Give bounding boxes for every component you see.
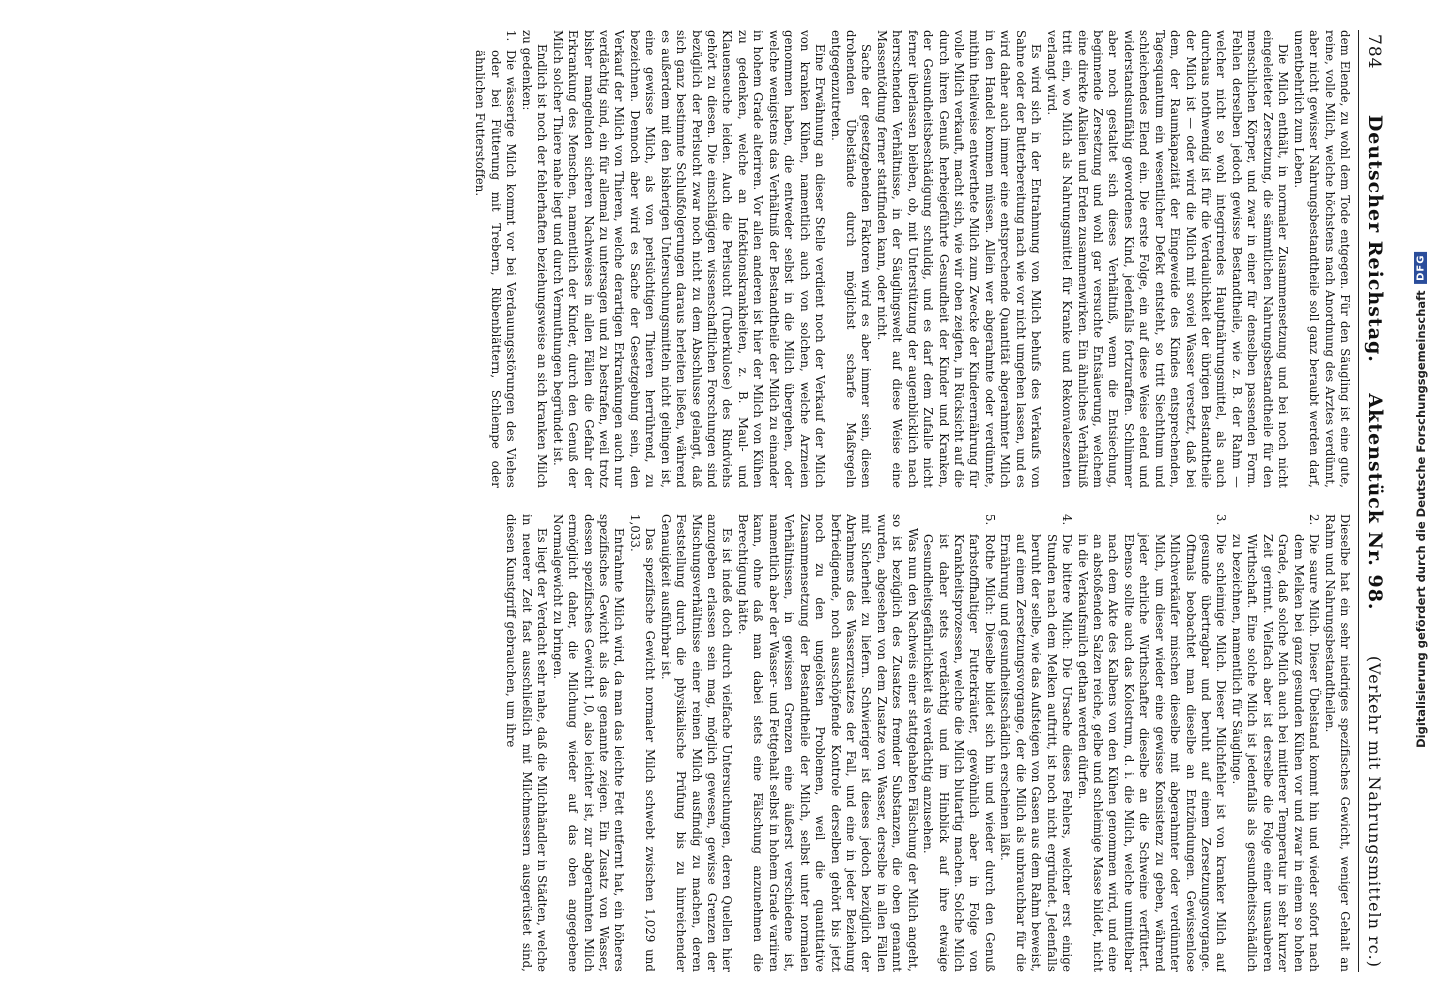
list-number: 1. [504, 30, 519, 42]
header-right: (Verkehr mit Nahrungsmitteln rc.) [1365, 655, 1384, 968]
header-center: Aktenstück Nr. 98. [1364, 393, 1386, 611]
list-item [472, 30, 518, 488]
list-number: 4. [1060, 514, 1075, 526]
dfg-logo: DFG [1415, 252, 1428, 284]
list-text: Die saure Milch. Dieser Übelstand kommt hin und wieder sofort nach dem Melken bei ganz gesunden Kühen vor und zwar in einem so hohen Grade, daß solche Milch auch bei mittlerer Temperatur in sehr kurzer Zeit gerinnt. Vielfach aber ist derselbe die Folge einer unsauberen Wirthschaft. Eine solche Milch ist jedenfalls als gesundheitsschädlich zu bezeichnen, namentlich für Säuglinge. [1229, 534, 1322, 972]
right-column [42, 514, 1352, 972]
credit-text: Digitalisierung gefördert durch die Deutsche Forschungsgemeinschaft [1414, 290, 1428, 748]
header-title [1364, 69, 1386, 655]
list-item [997, 514, 1074, 972]
paragraph: Dieselbe hat ein sehr niedriges spezifisches Gewicht, weniger Gehalt an Rahm und Nahrungsbestandtheilen. [1322, 514, 1352, 972]
left-column [42, 30, 1352, 488]
list-text: Rothe Milch: Dieselbe bildet sich hin und wieder durch den Genuß farbstoffhaltiger Futterkräuter, gewöhnlich aber in Folge von Krankheitsprozessen, welche die Milch blutartig machen. Solche Milch ist daher stets verdächtig und im Hinblick auf ihre etwaige Gesundheitsgefährlichkeit als verdächtig anzusehen. [921, 534, 997, 972]
paragraph: Es wird sich in der Entrahmung von Milch behufs des Verkaufs von Sahne oder der Butterbereitung nach wie vor nicht umgehen lassen, und es wird daher auch immer eine entsprechende Quantität abgerahmter Milch in den Handel kommen müssen. Allein wer abgerahmte oder verdünnte, mithin theilweise entwerthete Milch zum Zwecke der Kinderernährung für volle Milch verkauft, macht sich, wie wir oben zeigten, in Rücksicht auf die durch ihren Genuß herbeigeführte Gesundheit der Kinder und Kranken, der Gesundheitsbeschädigung schuldig, und es darf dem Zufalle nicht ferner überlassen bleiben, ob, mit Unterstützung der augenblicklich nach herrschenden Verhältnisse, in der Säuglingswelt auf diese Weise eine Massentödtung ferner stattfinden kann, oder nicht. [874, 30, 1044, 488]
paragraph: dem Elende, zu wohl dem Tode entgegen. Für den Säugling ist eine gute, reine, volle Milch, welche höchstens nach Anordnung des Arztes verdünnt, aber nicht gewisser Nahrungsbestandtheile soll ganz beraubt werden darf, unentbehrlich zum Leben. [1291, 30, 1352, 488]
list-number: 3. [1214, 514, 1229, 526]
paragraph: Endlich ist noch der fehlerhaften beziehungsweise an sich kranken Milch zu gedenken: [519, 30, 550, 488]
paragraph: Eine Erwähnung an dieser Stelle verdient noch der Verkauf der Milch von kranken Kühen, namentlich auch von solchen, welche Arzneien genommen haben, die entweder selbst in die Milch übergehen, oder welche wenigstens das Verhältniß der Bestandtheile der Milch zu einander in hohem Grade alteriren. Vor allen anderen ist hier der Milch von Kühen zu gedenken, welche an Infektionskrankheiten, z. B. Maul- und Klauenseuche leiden. Auch die Perlsucht (Tuberkulose) des Rindviehs gehört zu diesen. Die einschlägigen wissenschaftlichen Forschungen sind bezüglich der Perlsucht zwar noch nicht zu dem Abschlusse gelangt, daß sich ganz bestimmte Schlußfolgerungen daraus herleiten ließen, während es außerdem mit den bisherigen Untersuchungsmitteln nicht gelingen ist, eine gewisse Milch, als von perlsüchtigen Thieren herrührend, zu bezeichnen. Dennoch aber wird es Sache der Gesetzgebung sein, den Verkauf der Milch von Thieren, welche derartigen Erkrankungen auch nur verdächtig sind, ein für allemal zu untersagen und zu bestrafen, weil trotz bisher mangelnden sicheren Nachweises in allen Fällen die Gefahr der Erkrankung des Menschen, namentlich der Kinder, durch den Genuß der Milch solcher Thiere nahe liegt und durch Vermuthungen begründet ist. [550, 30, 828, 488]
list-item [1229, 514, 1322, 972]
paragraph: Entrahmte Milch wird, da man das leichte Fett entfernt hat, ein höheres spezifisches Gewicht als das genannte zeigen. Ein Zusatz von Wasser, dessen spezifisches Gewicht 1,0, also leichter ist, zur abgerahmten Milch ermöglicht daher, die Milchung wieder auf das oben angegebene Normalgewicht zu bringen. [550, 514, 627, 972]
list-text: Die bittere Milch: Die Ursache dieses Fehlers, welcher erst einige Stunden nach dem Melken auftritt, ist noch nicht ergründet. Jedenfalls beruht der selbe, wie das Aufsteigen von Gasen aus dem Rahm beweist, auf einem Zersetzungsvorgange, der die Milch als unbrauchbar für die Ernährung und gesundheitsschädlich erscheinen läßt. [998, 534, 1075, 972]
paragraph: Es liegt der Verdacht sehr nahe, daß die Milchhändler in Städten, welche in neuerer Zeit fast ausschließlich mit Milchmessern ausgerüstet sind, diesen Kunstgriff gebrauchen, um ihre [504, 514, 550, 972]
paragraph: Die Milch enthält, in normaler Zusammensetzung und bei noch nicht eingeleiteter Zersetzung, die sämmtlichen Nahrungsbestandtheile für den menschlichen Körper, und zwar in einer für denselben passenden Form. Fehlen derselben jedoch gewisse Bestandtheile, wie z. B. der Rahm — welcher nicht so wohl integrirendes Hauptnährungsmittel, als auch durchaus nothwendig ist für die Verdaulichkeit der übrigen Bestandtheile der Milch ist — oder wird die Milch mit soviel Wasser versetzt, daß bei dem, der Raumkapazität der Eingeweide des Kindes entsprechenden, Tagesquantum ein wesentlicher Defekt entsteht, so tritt Siechthum und schleichendes Elend ein. Die erste Folge, ein auf diese Weise elend und widerstandsunfähig gewordenes Kind, jedenfalls fortzuraffen. Schlimmer aber noch gestaltet sich dieses Verhältniß, wenn die Entsiechung, beginnende Zersetzung und wohl gar versuchte Entsäuerung, welchem eine direkte Alkalien und Erden zusammenwirken. Ein ähnliches Verhältniß tritt ein, wo Milch als Nahrungsmittel für Kranke und Rekonvaleszenten verlangt wird. [1044, 30, 1291, 488]
list-text: Die schleimige Milch. Dieser Milchfehler ist von kranker Milch auf gesunde übertragbar und beruht auf einem Zersetzungsvorgange. Oftmals beobachtet man dieselbe an Entzündungen. Gewissenlose Milchverkäufer mischen dieselbe mit abgerahmter oder verdünnter Milch, um dieser wieder eine gewisse Konsistenz zu geben, während jeder ehrliche Wirthschafter dieselbe an die Schweine verfüttert. Ebenso sollte auch das Kolostrum, d. i. die Milch, welche unmittelbar nach dem Akte des Kalbens von den Kühen genommen wird, und eine an abstoßenden Salzen reiche, gelbe und schleimige Masse bildet, nicht in die Verkaufsmilch gethan werden dürfen. [1075, 534, 1229, 972]
header-left: Deutscher Reichstag. [1364, 114, 1386, 363]
list-item [1074, 514, 1228, 972]
list-item [920, 514, 997, 972]
paragraph: Sache der gesetzgebenden Faktoren wird es aber immer sein, diesen drohenden Übelstände durch möglichst scharfe Maßregeln entgegenzutreten. [828, 30, 874, 488]
page-number: 784 [1364, 34, 1384, 70]
digitization-credit [1414, 252, 1428, 748]
paragraph: Das spezifische Gewicht normaler Milch schwebt zwischen 1,029 und 1,033. [627, 514, 658, 972]
page-header [1358, 30, 1386, 972]
digitization-credit-bar [1410, 0, 1432, 1000]
list-number: 2. [1307, 514, 1322, 526]
text-columns [42, 30, 1352, 972]
paragraph: Es ist indeß doch durch vielfache Untersuchungen, deren Quellen hier anzugeben erlassen sein mag, möglich gewesen, gewisse Grenzen der Mischungsverhältnisse einer reinen Milch ausfindig zu machen, deren Feststellung durch die physikalische Prüfung bis zu hinreichender Genauigkeit ausführbar ist. [658, 514, 735, 972]
list-number: 5. [982, 514, 997, 526]
paragraph: Was nun den Nachweis einer stattgehabten Fälschung der Milch angeht, so ist bezüglich des Zusatzes fremder Substanzen, die oben genannt wurden, abgesehen von dem Zusatze von Wasser, derselbe in allen Fällen mit Sicherheit zu liefern. Schwieriger ist dieses jedoch bezüglich der Abrahmens des Wasserzusatzes der Fall, und eine in jeder Beziehung befriedigende, noch ausschöpfende Kontrole derselben gehört bis jetzt noch zu den ungelösten Problemen, weil die quantitative Zusammensetzung der Bestandtheile der Milch, selbst unter normalen Verhältnissen, in gewissen Grenzen eine äußerst verschiedene ist, namentlich aber der Wasser- und Fettgehalt selbst in hohem Grade variiren kann, ohne daß man dabei stets eine Fälschung anzunehmen die Berechtigung hätte. [735, 514, 920, 972]
list-text: Die wässerige Milch kommt vor bei Verdauungsstörungen des Viehes oder bei Fütterung mit Trebern, Rübenblättern, Schlempe oder ähnlichen Futterstoffen. [473, 50, 519, 488]
